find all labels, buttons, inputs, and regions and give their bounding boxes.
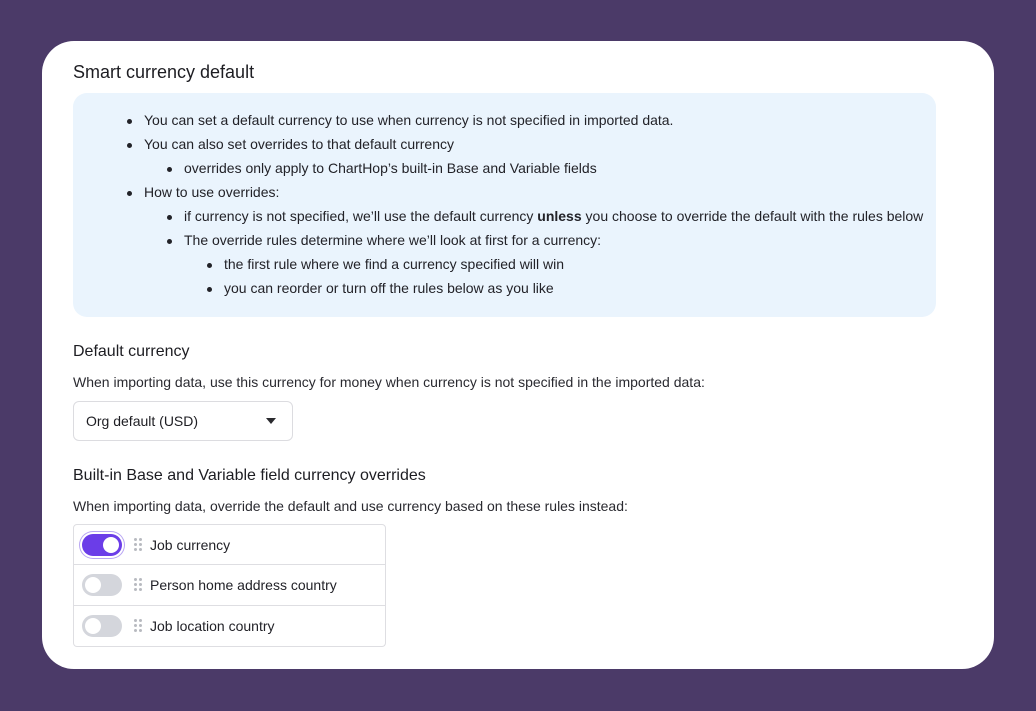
override-rule-location-country[interactable]: [73, 606, 386, 647]
info-bullet-default: You can set a default currency to use when currency is not specified in imported data.: [144, 112, 674, 128]
info-subsubbullet-first-wins: the first rule where we find a currency specified will win: [224, 256, 565, 272]
info-subbullet-scope: overrides only apply to ChartHop’s built-in Base and Variable fields: [184, 160, 597, 176]
rule-toggle[interactable]: [82, 615, 122, 637]
info-bullet-overrides: You can also set overrides to that default currency: [144, 136, 454, 152]
caret-down-icon: [266, 418, 276, 424]
info-subbullet-order: The override rules determine where we’ll look at first for a currency:: [184, 232, 602, 248]
default-currency-heading: Default currency: [73, 343, 190, 360]
info-subbullet-unless: [184, 208, 923, 224]
info-subsubbullet-reorder: you can reorder or turn off the rules below as you like: [224, 280, 554, 296]
override-rule-home-country[interactable]: [73, 565, 386, 606]
rule-label: Job location country: [150, 618, 275, 634]
info-bullet-howto: How to use overrides:: [144, 184, 280, 200]
unless-pre: if currency is not specified, we’ll use the default currency: [184, 208, 538, 224]
toggle-knob: [103, 537, 119, 553]
default-currency-select[interactable]: [73, 401, 293, 441]
override-rule-job-currency[interactable]: [73, 524, 386, 565]
override-rules-list: [73, 524, 386, 647]
drag-handle-icon[interactable]: [134, 538, 142, 552]
toggle-knob: [85, 618, 101, 634]
unless-post: you choose to override the default with the rules below: [581, 208, 924, 224]
default-currency-description: When importing data, use this currency for money when currency is not specified in the imported data:: [73, 374, 705, 390]
overrides-heading: Built-in Base and Variable field currency overrides: [73, 467, 426, 484]
info-box: [73, 93, 936, 317]
drag-handle-icon[interactable]: [134, 619, 142, 633]
unless-bold: unless: [537, 208, 582, 224]
settings-card: [42, 41, 994, 669]
rule-toggle[interactable]: [82, 534, 122, 556]
toggle-knob: [85, 577, 101, 593]
overrides-description: When importing data, override the default and use currency based on these rules instead:: [73, 498, 628, 514]
page-title: Smart currency default: [73, 62, 255, 82]
rule-label: Job currency: [150, 537, 231, 553]
default-currency-value: Org default (USD): [86, 413, 199, 429]
rule-toggle[interactable]: [82, 574, 122, 596]
drag-handle-icon[interactable]: [134, 578, 142, 592]
rule-label: Person home address country: [150, 577, 337, 593]
